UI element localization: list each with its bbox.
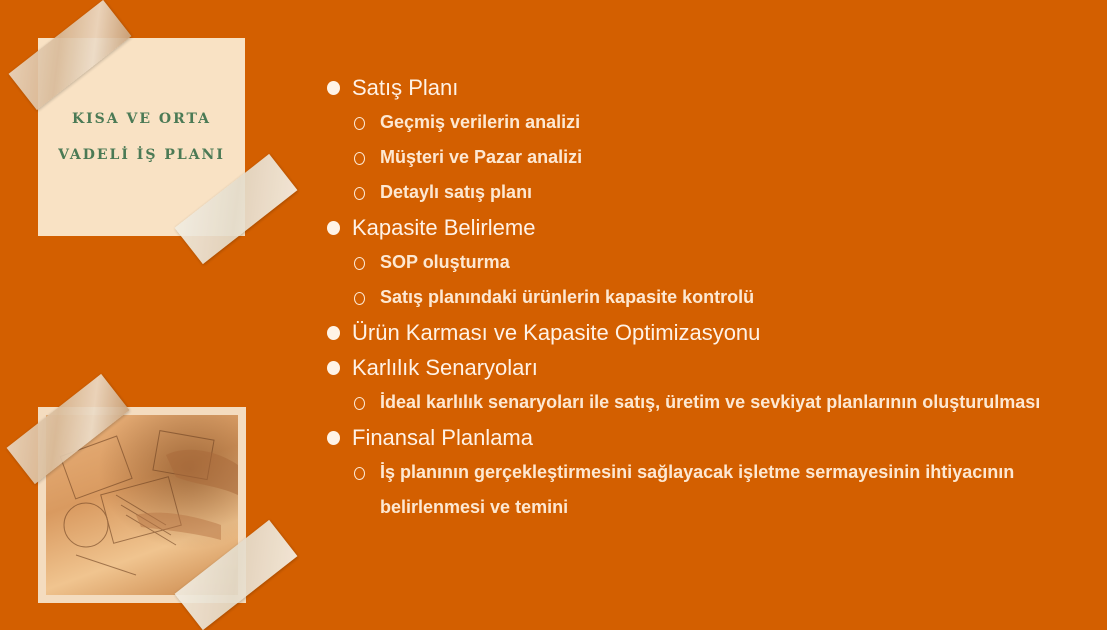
outline-section-label: Finansal Planlama — [352, 425, 533, 450]
bullet-filled-icon — [327, 431, 340, 445]
outline-list — [322, 70, 1092, 525]
outline-subitem-label: Geçmiş verilerin analizi — [380, 112, 581, 132]
outline-subitem-label: İdeal karlılık senaryoları ile satış, üretim ve sevkiyat planlarının oluşturulması — [380, 392, 1041, 412]
outline-subitem — [322, 140, 1092, 175]
bullet-filled-icon — [327, 221, 340, 235]
bullet-hollow-icon — [354, 257, 365, 270]
bullet-filled-icon — [327, 326, 340, 340]
outline-section-heading — [322, 420, 1092, 455]
outline-subitem — [322, 280, 1092, 315]
outline-section-label: Ürün Karması ve Kapasite Optimizasyonu — [352, 320, 761, 345]
outline-section-heading — [322, 210, 1092, 245]
outline-subitem — [322, 105, 1092, 140]
outline-section-label: Karlılık Senaryoları — [352, 355, 538, 380]
outline-subitem — [322, 175, 1092, 210]
outline-section-label: Satış Planı — [352, 75, 459, 100]
title-line-1: KISA VE ORTA — [71, 111, 212, 127]
outline-subitem-label: Müşteri ve Pazar analizi — [380, 147, 583, 167]
bullet-hollow-icon — [354, 397, 365, 410]
bullet-filled-icon — [327, 81, 340, 95]
outline-subitem — [322, 455, 1092, 525]
outline-subitem — [322, 385, 1092, 420]
outline-subitem — [322, 245, 1092, 280]
bullet-hollow-icon — [354, 187, 365, 200]
title-line-2: VADELİ İŞ PLANI — [58, 147, 225, 163]
outline-subitem-label: İş planının gerçekleştirmesini sağlayacak işletme sermayesinin ihtiyacının belirlenmesi ve temini — [380, 462, 1015, 517]
bullet-hollow-icon — [354, 152, 365, 165]
bullet-filled-icon — [327, 361, 340, 375]
outline-section-heading — [322, 315, 1092, 350]
bullet-hollow-icon — [354, 292, 365, 305]
outline-subitem-label: SOP oluşturma — [380, 252, 510, 272]
outline-subitem-label: Satış planındaki ürünlerin kapasite kontrolü — [380, 287, 755, 307]
outline-section-heading — [322, 350, 1092, 385]
bullet-hollow-icon — [354, 117, 365, 130]
outline-section-heading — [322, 70, 1092, 105]
bullet-hollow-icon — [354, 467, 365, 480]
outline-subitem-label: Detaylı satış planı — [380, 182, 533, 202]
outline-section-label: Kapasite Belirleme — [352, 215, 536, 240]
